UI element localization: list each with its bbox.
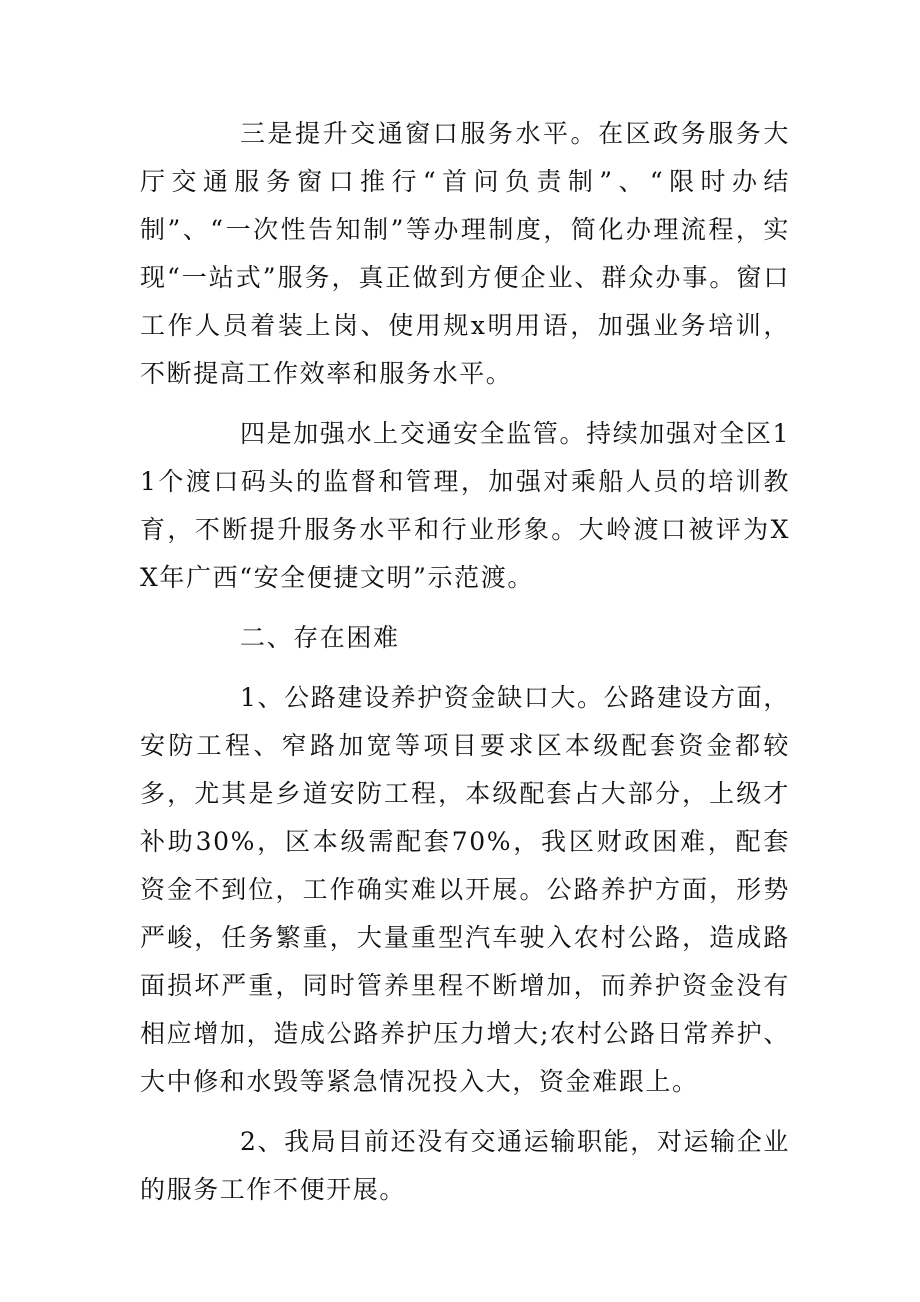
document-body xyxy=(140,110,790,1214)
paragraph-funding-gap: 1、公路建设养护资金缺口大。公路建设方面，安防工程、窄路加宽等项目要求区本级配套资金都较多，尤其是乡道安防工程，本级配套占大部分，上级才补助30%，区本级需配套70%，我区财政困难，配套资金不到位，工作确实难以开展。公路养护方面，形势严峻，任务繁重，大量重型汽车驶入农村公路，造成路面损坏严重，同时管养里程不断增加，而养护资金没有相应增加，造成公路养护压力增大;农村公路日常养护、大中修和水毁等紧急情况投入大，资金难跟上。 xyxy=(140,683,790,1096)
paragraph-transport-function: 2、我局目前还没有交通运输职能，对运输企业的服务工作不便开展。 xyxy=(140,1127,790,1204)
paragraph-water-safety: 四是加强水上交通安全监管。持续加强对全区11个渡口码头的监督和管理，加强对乘船人员的培训教育，不断提升服务水平和行业形象。大岭渡口被评为XX年广西“安全便捷文明”示范渡。 xyxy=(140,419,790,592)
paragraph-window-service: 三是提升交通窗口服务水平。在区政务服务大厅交通服务窗口推行“首问负责制”、“限时办结制”、“一次性告知制”等办理制度，简化办理流程，实现“一站式”服务，真正做到方便企业、群众办事。窗口工作人员着装上岗、使用规x明用语，加强业务培训，不断提高工作效率和服务水平。 xyxy=(140,119,790,388)
section-heading-difficulties: 二、存在困难 xyxy=(240,623,400,652)
